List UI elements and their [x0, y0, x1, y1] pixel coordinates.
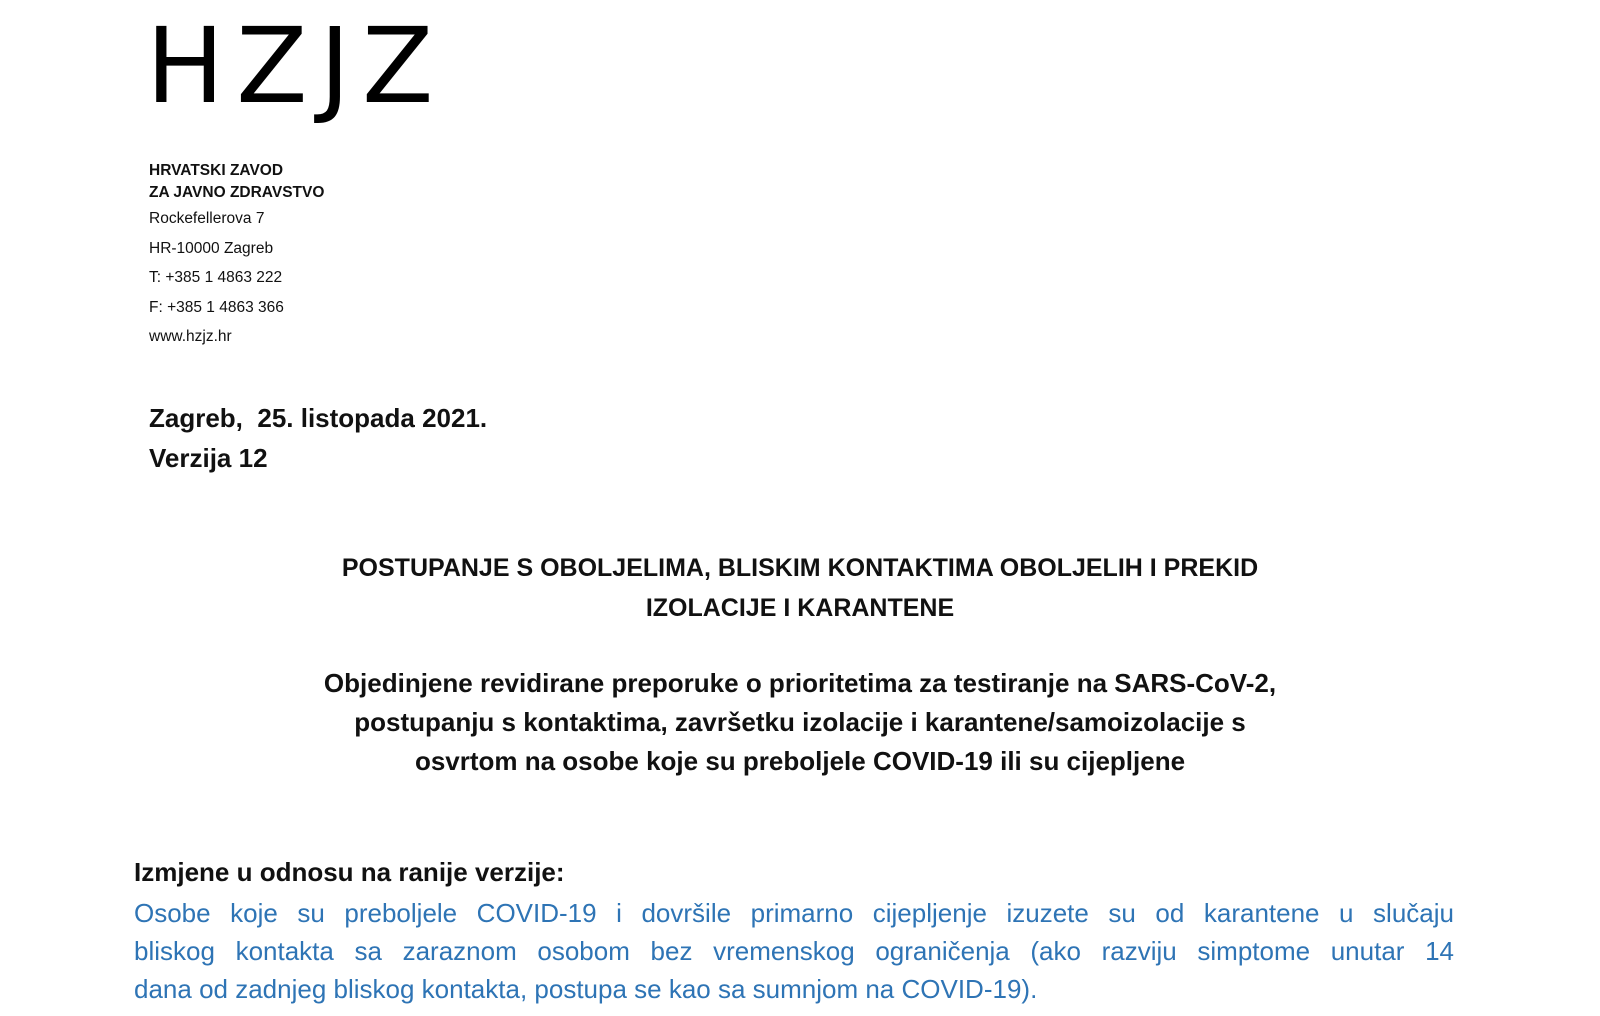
changes-paragraph [134, 894, 1454, 1008]
document-title [180, 548, 1420, 628]
org-name-line1: HRVATSKI ZAVOD [149, 162, 284, 179]
org-city: HR-10000 Zagreb [149, 239, 274, 257]
changes-line-3: dana od zadnjeg bliskog kontakta, postupa se kao sa sumnjom na COVID-19). [134, 974, 1038, 1004]
date-version-block [149, 398, 487, 478]
document-subtitle [180, 664, 1420, 781]
subtitle-line-2: postupanju s kontaktima, završetku izolacije i karantene/samoizolacije s [354, 707, 1246, 737]
org-fax: F: +385 1 4863 366 [149, 298, 284, 316]
subtitle-line-3: osvrtom na osobe koje su preboljele COVID-19 ili su cijepljene [414, 746, 1186, 776]
org-phone: T: +385 1 4863 222 [149, 269, 283, 286]
org-website: www.hzjz.hr [149, 328, 232, 345]
org-address: Rockefellerova 7 [149, 210, 265, 227]
changes-line-1: Osobe koje su preboljele COVID-19 i dovršile primarno cijepljenje izuzete su od karantene u slučaju [134, 898, 1454, 928]
subtitle-line-1: Objedinjene revidirane preporuke o prioritetima za testiranje na SARS-CoV-2, [323, 668, 1277, 698]
changes-line-2: bliskog kontakta sa zaraznom osobom bez vremenskog ograničenja (ako razviju simptome unutar 14 [134, 936, 1454, 966]
title-line-2: IZOLACIJE I KARANTENE [645, 594, 955, 622]
changes-heading: Izmjene u odnosu na ranije verzije: [134, 857, 565, 887]
document-date: Zagreb, 25. listopada 2021. [149, 403, 488, 433]
organization-info [149, 160, 324, 352]
document-version: Verzija 12 [149, 443, 268, 473]
title-line-1: POSTUPANJE S OBOLJELIMA, BLISKIM KONTAKTIMA OBOLJELIH I PREKID [341, 554, 1259, 582]
hzjz-logo: HZJZ [146, 5, 446, 127]
org-name-line2: ZA JAVNO ZDRAVSTVO [149, 184, 325, 201]
